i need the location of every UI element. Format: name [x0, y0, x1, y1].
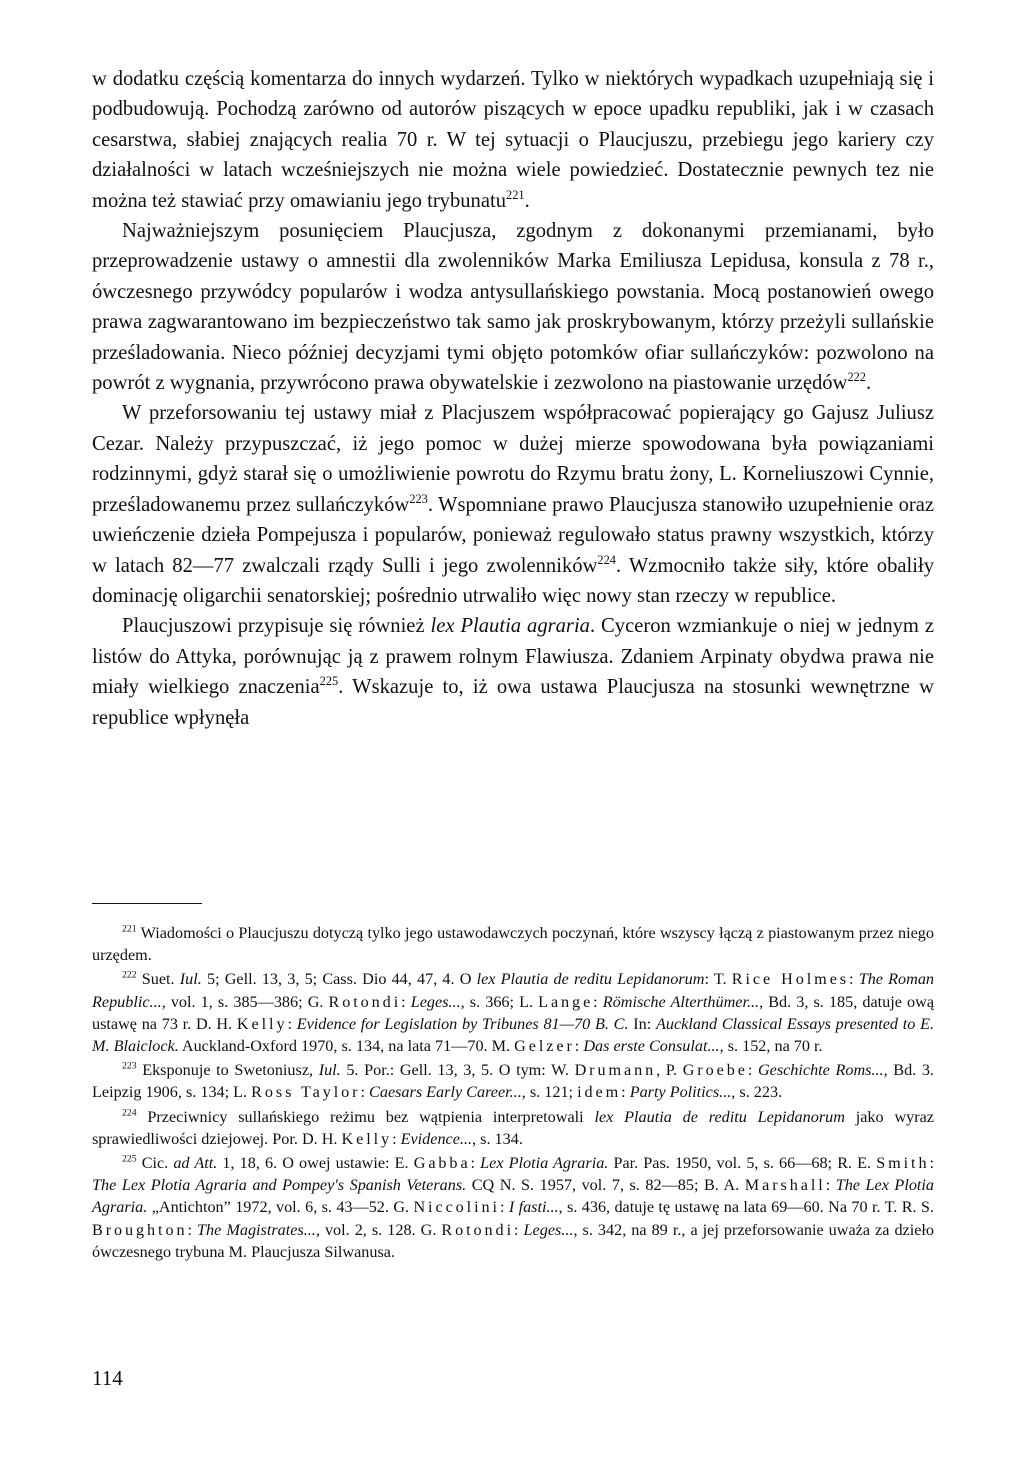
footnote-ref: 225 — [319, 674, 339, 689]
text-run: : — [499, 1198, 509, 1217]
text-run: , s. 436, datuje tę ustawę na lata 69—60. Na 70 r. T. R. S. — [558, 1198, 934, 1217]
footnote — [92, 1152, 934, 1263]
footnote-ref: 225 — [122, 1153, 137, 1165]
author-name: idem — [577, 1083, 622, 1102]
italic-text: lex Plautia agraria — [430, 615, 590, 638]
author-name: Groebe — [682, 1061, 748, 1080]
text-run: : T. — [704, 970, 732, 989]
text-run: . Wzmocniło także siły, które obaliły dominację oligarchii senatorskiej; pośrednio utrwaliło więc nowy stan rzeczy w republice. — [92, 554, 934, 607]
italic-text: The Magistrates... — [197, 1220, 316, 1239]
text-run: w dodatku częścią komentarza do innych wydarzeń. Tylko w niektórych wypadkach uzupełniają się i podbudowują. Pochodzą zarówno od autorów piszących w epoce upadku republiki, jak i w czasach cesarstwa, słabiej znających realia 70 r. W tej sytuacji o Plaucjuszu, przebiegu jego kariery czy działalności w latach wcześniejszych nie można wiele powiedzieć. Dostatecznie pewnych tez nie można też stawiać przy omawianiu jego trybunatu — [92, 68, 934, 212]
footnote — [92, 968, 934, 1057]
author-name: Niccolini — [413, 1198, 500, 1217]
italic-text: The Lex Plotia Agraria. — [92, 1176, 934, 1217]
italic-text: Iul. — [179, 970, 202, 989]
text-run: : — [849, 970, 859, 989]
text-run: , s. 121; — [521, 1083, 578, 1102]
text-run: CQ N. S. 1957, vol. 7, s. 82—85; B. A. — [466, 1176, 745, 1195]
text-run: : — [514, 1220, 524, 1239]
author-name: Gabba — [413, 1154, 471, 1173]
italic-text: Leges... — [410, 992, 461, 1011]
text-run: 5; Gell. 13, 3, 5; Cass. Dio 44, 47, 4. O — [201, 970, 477, 989]
text-run: , s. 366; L. — [460, 992, 539, 1011]
italic-text: The Roman Republic... — [92, 970, 935, 1011]
text-run: : — [360, 1083, 370, 1102]
author-name: Rotondi — [328, 992, 402, 1011]
author-name: Ross Taylor — [251, 1083, 361, 1102]
author-name: Kelly — [341, 1129, 393, 1148]
text-run: In: — [628, 1014, 656, 1033]
text-run: , vol. 1, s. 385—386; G. — [161, 992, 329, 1011]
italic-text: ad Att. — [173, 1154, 218, 1173]
footnote-ref: 223 — [409, 491, 428, 506]
text-run: : — [287, 1014, 297, 1033]
author-name: Rice Holmes — [731, 970, 850, 989]
footnote-separator — [92, 903, 202, 904]
italic-text: Caesars Early Career... — [369, 1083, 522, 1102]
text-run: Przeciwnicy sullańskiego reżimu bez wątpienia interpretowali — [136, 1107, 595, 1126]
author-name: Smith — [876, 1154, 930, 1173]
text-run: : — [621, 1083, 630, 1102]
paragraph — [92, 64, 934, 216]
footnote — [92, 1059, 934, 1103]
text-run: : — [470, 1154, 481, 1173]
text-run: , s. 223. — [731, 1083, 783, 1102]
text-run: Wiadomości o Plaucjuszu dotyczą tylko jego ustawodawczych poczynań, które wszyscy łączą z piastowanym przez niego urzędem. — [92, 924, 934, 965]
text-run: : — [392, 1129, 401, 1148]
text-run: : — [825, 1176, 836, 1195]
text-run: : — [747, 1061, 758, 1080]
italic-text: lex Plautia de reditu Lepidanorum — [594, 1107, 845, 1126]
author-name: Kelly — [236, 1014, 288, 1033]
italic-text: Party Politics... — [629, 1083, 732, 1102]
text-run: : — [574, 1037, 584, 1056]
text-run: W przeforsowaniu tej ustawy miał z Placjuszem współpracować popierający go Gajusz Juliusz Cezar. Należy przypuszczać, iż jego pomoc w dużej mierze spowodowana była powiązaniami rodzinnymi, gdyż starał się o umożliwienie powrotu do Rzymu bratu żony, L. Korneliuszowi Cynnie, prześladowanemu przez sullańczyków — [92, 402, 934, 516]
text-run: , s. 342, na 89 r., a jej przeforsowanie uważa za dzieło ówczesnego trybuna M. Plaucjusza Silwanusa. — [92, 1220, 935, 1261]
text-run: : — [187, 1220, 198, 1239]
text-run: Eksponuje to Swetoniusz, — [136, 1061, 319, 1080]
author-name: Broughton — [92, 1220, 188, 1239]
italic-text: Evidence... — [400, 1129, 473, 1148]
footnote-ref: 224 — [597, 552, 616, 567]
text-run: Auckland-Oxford 1970, s. 134, na lata 71—70. M. — [178, 1037, 515, 1056]
text-run: . Cyceron wzmiankuje o niej w jednym z listów do Attyka, porównując ją z prawem rolnym Flawiusza. Zdaniem Arpinaty obydwa prawa nie miały wielkiego znaczenia — [92, 615, 934, 699]
footnote-ref: 223 — [122, 1060, 137, 1072]
italic-text: lex Plautia de reditu Lepidanorum — [476, 970, 705, 989]
text-run: : — [593, 992, 603, 1011]
text-run: Najważniejszym posunięciem Plaucjusza, zgodnym z dokonanymi przemianami, było przeprowadzenie ustawy o amnestii dla zwolenników Marka Emiliusza Lepidusa, konsula z 78 r., ówczesnego przywódcy popularów i wodza antysullańskiego powstania. Mocą postanowień owego prawa zagwarantowano im bezpieczeństwo tak samo jak proskrybowanym, którzy przeżyli sullańskie prześladowania. Nieco później decyzjami tymi objęto potomków ofiar sullańczyków: pozwolono na powrót z wygnania, przywrócono prawa obywatelskie i zezwolono na piastowanie urzędów — [92, 220, 934, 395]
footnote-ref: 222 — [847, 370, 866, 385]
footnote-ref: 221 — [506, 187, 525, 202]
paragraph — [92, 611, 934, 733]
italic-text: Auckland Classical Essays presented to E. M. Blaiclock. — [92, 1014, 935, 1056]
text-run: jako wyraz sprawiedliwości dziejowej. Por. D. H. — [92, 1107, 934, 1148]
italic-text: Römische Alterthümer... — [602, 992, 760, 1011]
footnote-ref: 222 — [122, 970, 137, 982]
text-run: Cic. — [136, 1154, 174, 1173]
italic-text: Das erste Consulat... — [583, 1037, 720, 1056]
text-run: . — [865, 372, 872, 395]
italic-text: Evidence for Legislation by Tribunes 81—70 B. C. — [296, 1014, 629, 1033]
author-name: Marshall — [744, 1176, 826, 1195]
text-run: , s. 152, na 70 r. — [719, 1037, 823, 1056]
text-run: . — [524, 189, 530, 212]
text-run: . Wskazuje to, iż owa ustawa Plaucjusza na stosunki wewnętrzne w republice wpłynęła — [92, 676, 934, 729]
text-run: 5. Por.: Gell. 13, 3, 5. O tym: W. — [340, 1061, 575, 1080]
text-run: Suet. — [136, 970, 180, 989]
footnote — [92, 1106, 934, 1150]
paragraph — [92, 216, 934, 398]
page-number: 114 — [92, 1366, 123, 1390]
text-run: : — [929, 1154, 934, 1173]
body-text — [92, 64, 934, 733]
italic-text: The Lex Plotia Agraria and Pompey's Spanish Veterans. — [92, 1176, 467, 1195]
text-run: „Antichton” 1972, vol. 6, s. 43—52. G. — [147, 1198, 414, 1217]
text-run: , s. 134. — [472, 1129, 523, 1148]
italic-text: Iul. — [318, 1061, 341, 1080]
text-run: Plaucjuszowi przypisuje się również — [122, 615, 431, 638]
text-run: , vol. 2, s. 128. G. — [315, 1220, 442, 1239]
text-run: 1, 18, 6. O owej ustawie: E. — [217, 1154, 414, 1173]
footnote-ref: 224 — [122, 1107, 137, 1119]
text-run: : — [401, 992, 411, 1011]
author-name: Gelzer — [514, 1037, 575, 1056]
italic-text: Leges... — [523, 1220, 574, 1239]
italic-text: Lex Plotia Agraria. — [480, 1154, 609, 1173]
text-run: , P. — [656, 1061, 683, 1080]
text-run: , Bd. 3, s. 185, datuje ową ustawę na 73 r. D. H. — [92, 992, 935, 1033]
text-run: , Bd. 3. Leipzig 1906, s. 134; L. — [92, 1061, 934, 1102]
author-name: Drumann — [574, 1061, 657, 1080]
footnotes — [92, 922, 934, 1265]
footnote — [92, 922, 934, 966]
author-name: Lange — [538, 992, 594, 1011]
italic-text: I fasti... — [508, 1198, 559, 1217]
footnote-ref: 221 — [122, 923, 137, 935]
text-run: . Wspomniane prawo Plaucjusza stanowiło uzupełnienie oraz uwieńczenie dzieła Pompejusza i popularów, ponieważ regulowało status prawny wszystkich, którzy w latach 82—77 zwalczali rządy Sulli i jego zwolenników — [92, 493, 935, 577]
italic-text: Geschichte Roms... — [757, 1061, 884, 1080]
text-run: Par. Pas. 1950, vol. 5, s. 66—68; R. E. — [608, 1154, 877, 1173]
paragraph — [92, 398, 934, 611]
author-name: Rotondi — [441, 1220, 514, 1239]
